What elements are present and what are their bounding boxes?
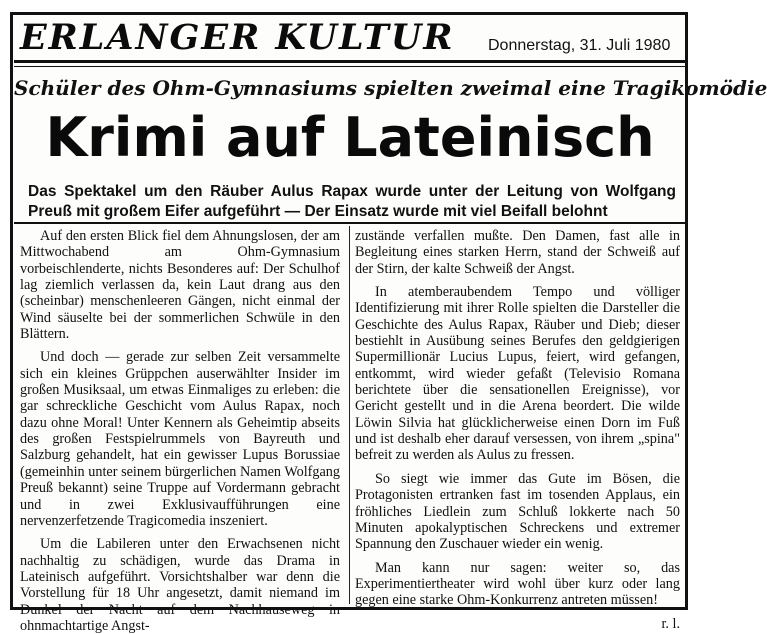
paragraph: zustände verfallen mußte. Den Damen, fast alle in Begleitung eines starken Herrn, stand der Schweiß auf der Stirn, der kalte Schweiß der Angst. (355, 228, 680, 277)
paragraph: Man kann nur sagen: weiter so, das Experimentiertheater wird wohl über kurz oder lang gegen eine starke Ohm-Konkurrenz antreten müssen! (355, 559, 680, 609)
article-column-left (20, 228, 340, 634)
article-kicker: Schüler des Ohm-Gymnasiums spielten zweimal eine Tragikomödie (14, 76, 767, 100)
masthead-rule (14, 60, 686, 63)
article-deck: Das Spektakel um den Räuber Aulus Rapax wurde unter der Leitung von Wolfgang Preuß mit großem Eifer aufgeführt — Der Einsatz wurde mit viel Beifall belohnt (28, 183, 676, 220)
article-headline: Krimi auf Lateinisch (45, 106, 655, 169)
masthead (20, 17, 480, 58)
deck-rule (14, 222, 686, 224)
masthead-title: ERLANGER KULTUR (20, 17, 455, 58)
author-signature: r. l. (661, 615, 680, 632)
article-column-right (355, 228, 680, 632)
paragraph: Um die Labileren unter den Erwachsenen nicht nachhaltig zu schädigen, wurde das Drama in Lateinisch aufgeführt. Vorsichtshalber war denn die Vorstellung für 18 Uhr angesetzt, damit niemand im Dunkel der Nacht auf dem Nachhauseweg in ohnmachtartige Angst- (20, 536, 340, 634)
paragraph: So siegt wie immer das Gute im Bösen, die Protagonisten ertranken fast im tosenden Applaus, ein fröhliches Liedlein zum Schluß lokkerte nach 50 Minuten apokalyptischen Schreckens und extremer Spannung den Zuschauer wieder ein wenig. (355, 470, 680, 553)
masthead-rule-thin (14, 66, 686, 67)
paragraph: In atemberaubendem Tempo und völliger Identifizierung mit ihrer Rolle spielten die Darsteller die Geschichte des Aulus Rapax, Räuber und Dieb; dieser bestiehlt in Ausübung seines Berufes den geldgierigen Supermillionär Lucius Lupus, feiert, wird gefangen, entkommt, wird wieder gefaßt (Televisio Romana berichtete über die sensationellen Ereignisse), vor Gericht gestellt und in die Arena beordert. Die wilde Löwin Silvia hat glücklicherweise einen Dorn im Fuß und ist deshalb eher darauf versessen, von ihrem „spina" befreit zu werden als Aulus zu fressen. (355, 284, 680, 464)
paragraph: Auf den ersten Blick fiel dem Ahnungslosen, der am Mittwochabend am Ohm-Gymnasium vorbeischlenderte, nichts Besonderes auf: Der Schulhof lag ziemlich verlassen da, kein Laut drang aus den (scheinbar) menschenleeren Gängen, nicht einmal der Wind säuselte bei der sommerlichen Schwüle in den Blättern. (20, 228, 340, 343)
column-divider (349, 226, 350, 604)
issue-date: Donnerstag, 31. Juli 1980 (488, 37, 671, 54)
paragraph: Und doch — gerade zur selben Zeit versammelte sich ein kleines Grüppchen auserwählter Insider im großen Musiksaal, um etwas Einmaliges zu erleben: die gar schreckliche Geschicht vom Aulus Rapax, noch dazu ohne Moral! Unter Kennern als Geheimtip abseits des großen Festspielrummels von Bayreuth und Salzburg gehandelt, hat ein gewisser Lupus Borussiae (gemeinhin unter seinem bürgerlichen Namen Wolfgang Preuß bekannt) seine Truppe auf Vordermann gebracht und in zwei Exklusivaufführungen eine nervenzerfetzende Tragicomedia inszeniert. (20, 349, 340, 529)
